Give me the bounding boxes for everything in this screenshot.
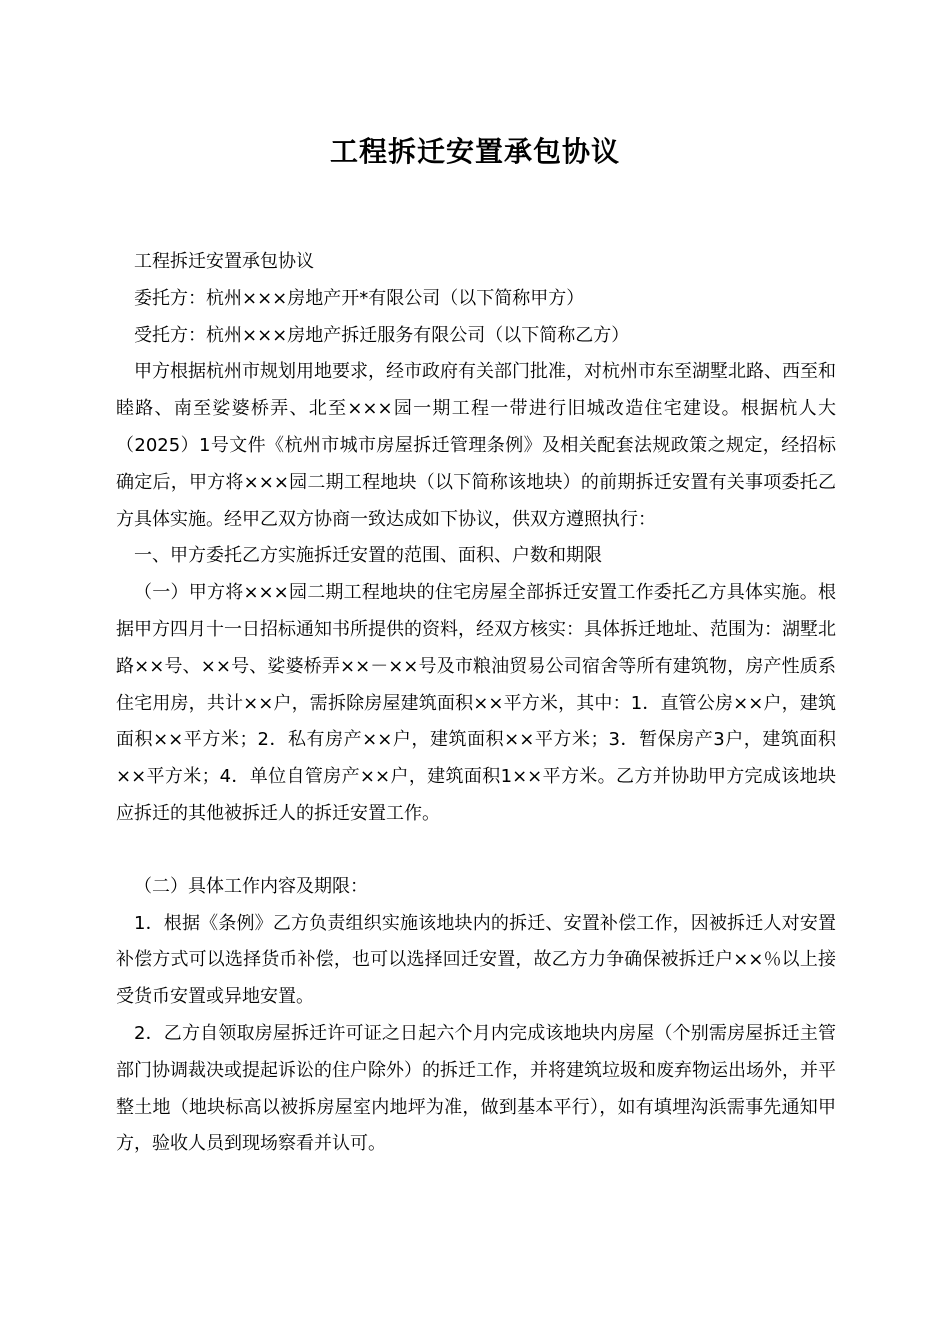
document-title: 工程拆迁安置承包协议	[329, 135, 620, 168]
preamble-paragraph: 甲方根据杭州市规划用地要求，经市政府有关部门批准，对杭州市东至湖墅北路、西至和睦路、南至娑婆桥弄、北至×××园一期工程一带进行旧城改造住宅建设。根据杭人大（2025）1号文件《杭州市城市房屋拆迁管理条例》及相关配套法规政策之规定，经招标确定后，甲方将×××园二期工程地块（以下简称该地块）的前期拆迁安置有关事项委托乙方具体实施。经甲乙双方协商一致达成如下协议，供双方遵照执行：	[116, 361, 836, 530]
contractor-party: 受托方：杭州×××房地产拆迁服务有限公司（以下简称乙方）	[134, 324, 630, 346]
client-party: 委托方：杭州×××房地产开*有限公司（以下简称甲方）	[134, 287, 585, 309]
clause-two-item-1: 1．根据《条例》乙方负责组织实施该地块内的拆迁、安置补偿工作，因被拆迁人对安置补偿方式可以选择货币补偿，也可以选择回迁安置，故乙方力争确保被拆迁户××％以上接受货币安置或异地安置。	[116, 912, 836, 1008]
document-body	[116, 244, 836, 1163]
clause-one-scope: （一）甲方将×××园二期工程地块的住宅房屋全部拆迁安置工作委托乙方具体实施。根据甲方四月十一日招标通知书所提供的资料，经双方核实：具体拆迁地址、范围为：湖墅北路××号、××号、娑婆桥弄××－××号及市粮油贸易公司宿舍等所有建筑物，房产性质系住宅用房，共计××户，需拆除房屋建筑面积××平方米，其中：1．直管公房××户，建筑面积××平方米；2．私有房产××户，建筑面积××平方米；3．暂保房产3户，建筑面积××平方米；4．单位自管房产××户，建筑面积1××平方米。乙方并协助甲方完成该地块应拆迁的其他被拆迁人的拆迁安置工作。	[116, 582, 836, 824]
clause-two-heading: （二）具体工作内容及期限：	[134, 875, 368, 897]
clause-two-item-2: 2．乙方自领取房屋拆迁许可证之日起六个月内完成该地块内房屋（个别需房屋拆迁主管部门协调裁决或提起诉讼的住户除外）的拆迁工作，并将建筑垃圾和废弃物运出场外，并平整土地（地块标高以被拆房屋室内地坪为准，做到基本平行），如有填埋沟浜需事先通知甲方，验收人员到现场察看并认可。	[116, 1022, 836, 1155]
body-heading: 工程拆迁安置承包协议	[134, 251, 314, 272]
section-heading-one: 一、甲方委托乙方实施拆迁安置的范围、面积、户数和期限	[134, 545, 602, 567]
